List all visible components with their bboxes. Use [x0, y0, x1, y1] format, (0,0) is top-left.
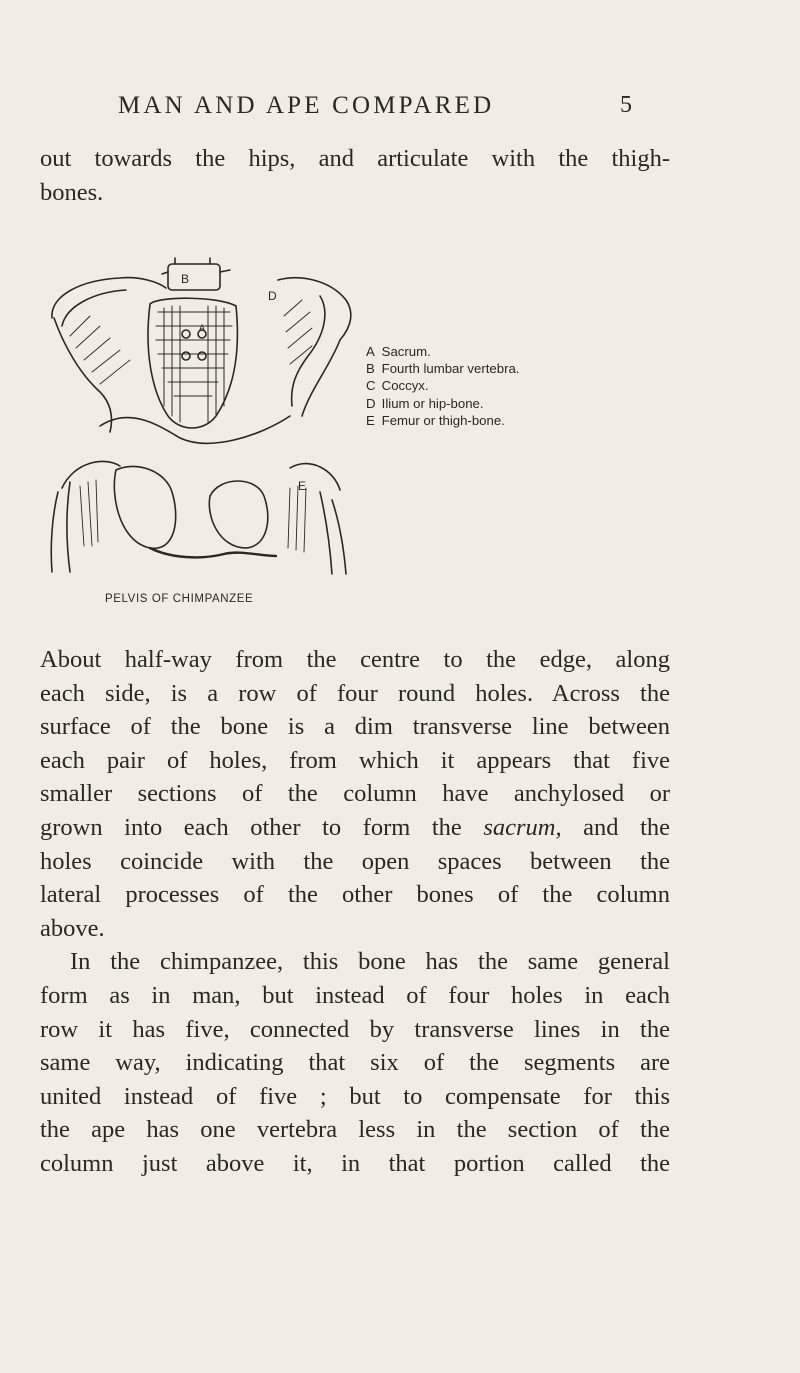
body-text	[40, 643, 670, 1181]
legend-item: E Femur or thigh-bone.	[366, 412, 505, 428]
pubic-symphysis	[150, 548, 276, 557]
figure-caption: PELVIS OF CHIMPANZEE	[105, 593, 254, 605]
figure-label-e: E	[298, 479, 307, 493]
left-femur	[51, 482, 70, 572]
text-line: column just above it, in that portion called the	[40, 1149, 670, 1177]
text-line: each side, is a row of four round holes. Across the	[40, 679, 670, 707]
paragraph	[40, 643, 670, 945]
legend-item: B Fourth lumbar vertebra.	[366, 361, 520, 377]
running-title: MAN AND APE COMPARED	[118, 92, 495, 119]
legend-item: A Sacrum.	[366, 344, 431, 359]
text-line: smaller sections of the column have anchylosed or	[40, 780, 670, 808]
right-femur	[320, 492, 346, 574]
pelvis-figure	[40, 256, 780, 616]
text-line: grown into each other to form the sacrum, and the	[40, 813, 671, 841]
right-ilium-outline	[278, 278, 351, 340]
text-line: About half-way from the centre to the edge, along	[40, 646, 670, 673]
left-ilium-inner	[62, 290, 126, 326]
pelvis-illustration	[40, 256, 360, 586]
intro-line: bones.	[40, 179, 104, 206]
sacrum-hatching	[156, 306, 232, 422]
running-header	[0, 92, 800, 128]
legend-item: C Coccyx.	[366, 378, 429, 394]
text-line: In the chimpanzee, this bone has the same general	[70, 948, 670, 976]
text-line: form as in man, but instead of four holes in each	[40, 981, 670, 1009]
page-number: 5	[620, 92, 632, 118]
text-line: the ape has one vertebra less in the section of the	[40, 1116, 670, 1144]
paragraph	[40, 945, 670, 1180]
intro-text	[40, 142, 670, 210]
ilium-hatching	[70, 300, 312, 384]
legend-item: D Ilium or hip-bone.	[366, 395, 484, 411]
obturator-right	[209, 481, 267, 548]
text-line: holes coincide with the open spaces between the	[40, 847, 670, 875]
text-line: row it has five, connected by transverse lines in the	[40, 1015, 670, 1043]
vertebra-b-body	[168, 264, 220, 290]
text-line: lateral processes of the other bones of the column	[40, 881, 670, 909]
right-ilium-inner	[292, 296, 325, 406]
obturator-left	[114, 466, 175, 548]
figure-legend	[366, 343, 519, 429]
right-ilium-lower	[302, 340, 340, 416]
intro-line: out towards the hips, and articulate with the thigh-	[40, 145, 670, 172]
text-line: each pair of holes, from which it appears that five	[40, 746, 670, 774]
pelvic-rim	[100, 416, 290, 443]
figure-label-d: D	[268, 289, 277, 303]
left-femur-head	[62, 461, 120, 488]
italic-term: sacrum,	[483, 813, 562, 841]
text-line: united instead of five ; but to compensate for this	[40, 1082, 670, 1110]
text-line: above.	[40, 914, 105, 942]
figure-label-b: B	[181, 272, 190, 286]
left-ilium-lower	[54, 318, 112, 432]
text-line: surface of the bone is a dim transverse line between	[40, 713, 670, 741]
figure-label-a: A	[199, 323, 206, 333]
text-line: same way, indicating that six of the segments are	[40, 1049, 670, 1077]
